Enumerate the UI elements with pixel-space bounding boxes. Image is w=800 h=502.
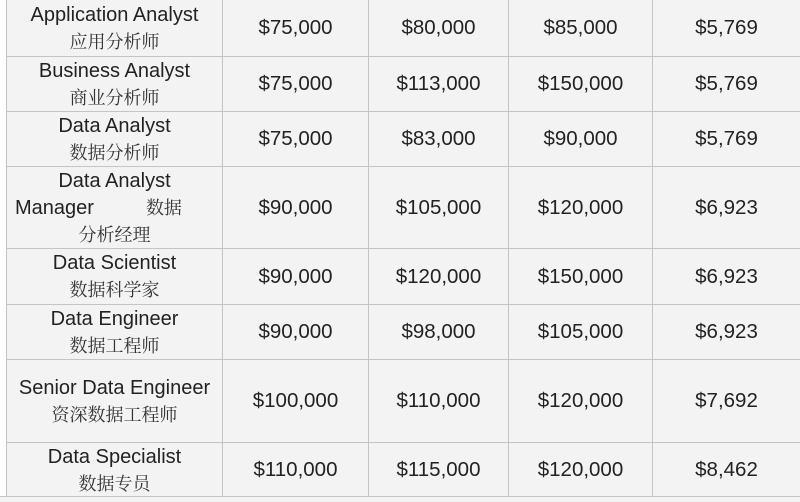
salary-low-cell: $100,000 [223, 360, 369, 443]
role-mixed-line [7, 195, 222, 222]
salary-high-cell: $90,000 [509, 112, 653, 167]
role-english: Data Analyst [58, 114, 171, 137]
salary-extra-cell: $5,769 [653, 0, 800, 57]
role-cell [7, 305, 223, 360]
salary-extra-cell: $6,923 [653, 305, 800, 360]
salary-mid-cell: $113,000 [369, 57, 509, 112]
salary-high-cell: $120,000 [509, 360, 653, 443]
salary-mid-cell: $110,000 [369, 360, 509, 443]
role-cell [7, 167, 223, 249]
role-cell [7, 443, 223, 498]
role-chinese: 数据科学家 [69, 280, 160, 300]
table-row [7, 305, 800, 360]
salary-high-cell: $85,000 [509, 0, 653, 57]
role-cell [7, 112, 223, 167]
table-bottom-edge [0, 496, 800, 502]
salary-high-cell: $120,000 [509, 167, 653, 249]
table-row [7, 443, 800, 498]
table-row [7, 249, 800, 305]
salary-extra-cell: $6,923 [653, 249, 800, 305]
salary-low-cell: $75,000 [223, 57, 369, 112]
salary-low-cell: $75,000 [223, 0, 369, 57]
table-row [7, 112, 800, 167]
role-chinese-inline: 数据 [145, 197, 182, 218]
salary-extra-cell: $6,923 [653, 167, 800, 249]
salary-high-cell: $120,000 [509, 443, 653, 498]
role-english: Data Scientist [52, 252, 177, 274]
salary-mid-cell: $98,000 [369, 305, 509, 360]
role-english: Data Specialist [47, 445, 182, 468]
salary-low-cell: $90,000 [223, 305, 369, 360]
role-english-line2: Manager [15, 196, 94, 219]
salary-mid-cell: $105,000 [369, 167, 509, 249]
role-english: Application Analyst [30, 3, 199, 26]
salary-table [6, 0, 800, 498]
salary-mid-cell: $120,000 [369, 249, 509, 305]
table-row [7, 360, 800, 443]
role-english: Senior Data Engineer [18, 376, 211, 399]
role-chinese: 分析经理 [78, 224, 151, 245]
table-row [7, 57, 800, 112]
salary-high-cell: $150,000 [509, 57, 653, 112]
salary-extra-cell: $5,769 [653, 112, 800, 167]
salary-low-cell: $90,000 [223, 249, 369, 305]
role-english: Data Engineer [50, 307, 179, 330]
salary-high-cell: $150,000 [509, 249, 653, 305]
salary-low-cell: $110,000 [223, 443, 369, 498]
role-cell [7, 360, 223, 443]
table-row [7, 0, 800, 57]
role-chinese: 资深数据工程师 [51, 404, 178, 425]
role-cell [7, 57, 223, 112]
salary-low-cell: $90,000 [223, 167, 369, 249]
role-chinese: 商业分析师 [69, 87, 160, 108]
table-row [7, 167, 800, 249]
salary-high-cell: $105,000 [509, 305, 653, 360]
role-chinese: 数据工程师 [69, 335, 160, 356]
salary-extra-cell: $8,462 [653, 443, 800, 498]
role-chinese: 应用分析师 [69, 31, 160, 52]
role-chinese: 数据分析师 [69, 142, 160, 163]
role-cell [7, 0, 223, 57]
salary-mid-cell: $115,000 [369, 443, 509, 498]
salary-extra-cell: $5,769 [653, 57, 800, 112]
role-english: Business Analyst [38, 59, 191, 82]
salary-mid-cell: $83,000 [369, 112, 509, 167]
role-english: Data Analyst [58, 169, 171, 192]
role-chinese: 数据专员 [78, 473, 151, 494]
salary-low-cell: $75,000 [223, 112, 369, 167]
role-cell [7, 249, 223, 305]
salary-extra-cell: $7,692 [653, 360, 800, 443]
salary-mid-cell: $80,000 [369, 0, 509, 57]
